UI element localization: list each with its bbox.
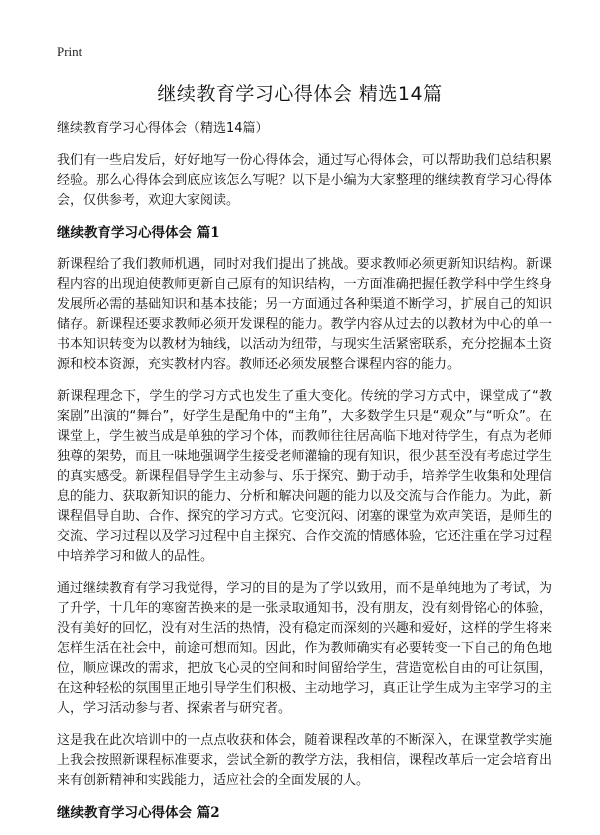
body-paragraph: 新课程给了我们教师机遇，同时对我们提出了挑战。要求教师必须更新知识结构。新课程内容的出现迫使教师更新自己原有的知识结构，一方面准确把握任教学科中学生终身发展所必需的基础知识和基本技能；另一方面通过各种渠道不断学习，扩展自己的知识储存。新课程还要求教师必须开发课程的能力。教学内容从过去的以教材为中心的单一书本知识转变为以教材为轴线，以活动为纽带，与现实生活紧密联系，充分挖掘本土资源和校本资源，充实教材内容。教师还必须发展整合课程内容的能力。 bbox=[57, 257, 552, 372]
print-link[interactable]: Print bbox=[57, 44, 83, 59]
body-paragraph: 通过继续教育有学习我觉得，学习的目的是为了学以致用，而不是单纯地为了考试，为了升学，十几年的寒窗苦换来的是一张录取通知书，没有朋友，没有刻骨铭心的体验，没有美好的回忆，没有对生活的热情，没有稳定而深刻的兴趣和爱好，这样的学生将来怎样生活在社会中，前途可想而知。因此，作为教师确实有必要转变一下自己的角色地位，顺应课改的需求，把放飞心灵的空间和时间留给学生，营造宽松自由的可让氛围，在这种轻松的氛围里正地引导学生们积极、主动地学习，真正让学生成为主宰学习的主人，学习活动参与者、探索者与研究者。 bbox=[57, 581, 552, 716]
intro-paragraph: 我们有一些启发后，好好地写一份心得体会，通过写心得体会，可以帮助我们总结积累经验。那么心得体会到底应该怎么写呢？以下是小编为大家整理的继续教育学习心得体会，仅供参考，欢迎大家阅读。 bbox=[57, 153, 552, 208]
body-paragraph: 新课程理念下，学生的学习方式也发生了重大变化。传统的学习方式中，课堂成了“教案剧”出演的“舞台”，好学生是配角中的“主角”，大多数学生只是“观众”与“听众”。在课堂上，学生被当成是单独的学习个体，而教师往往居高临下地对待学生，有点为老师独尊的架势，而且一味地强调学生接受老师灌输的现有知识，很少甚至没有考虑过学生的真实感受。新课程倡导学生主动参与、乐于探究、勤于动手，培养学生收集和处理信息的能力、获取新知识的能力、分析和解决问题的能力以及交流与合作能力。为此，新课程倡导自助、合作、探究的学习方式。它变沉闷、闭塞的课堂为欢声笑语，是师生的交流、学习过程以及学习过程中自主探究、合作交流的情感体验，它还注重在学习过程中培养学习和做人的品性。 bbox=[57, 389, 552, 564]
document-title: 继续教育学习心得体会 精选14篇 bbox=[157, 83, 443, 105]
document-subtitle: 继续教育学习心得体会（精选14篇） bbox=[57, 121, 269, 136]
body-paragraph: 这是我在此次培训中的一点点收获和体会，随着课程改革的不断深入，在课堂教学实施上我会按照新课程标准要求，尝试全新的教学方法，我相信，课程改革后一定会培育出来有创新精神和实践能力，适应社会的全面发展的人。 bbox=[57, 733, 552, 788]
section-heading: 继续教育学习心得体会 篇1 bbox=[57, 225, 220, 241]
section-heading: 继续教育学习心得体会 篇2 bbox=[57, 805, 220, 821]
document-body bbox=[57, 119, 552, 835]
